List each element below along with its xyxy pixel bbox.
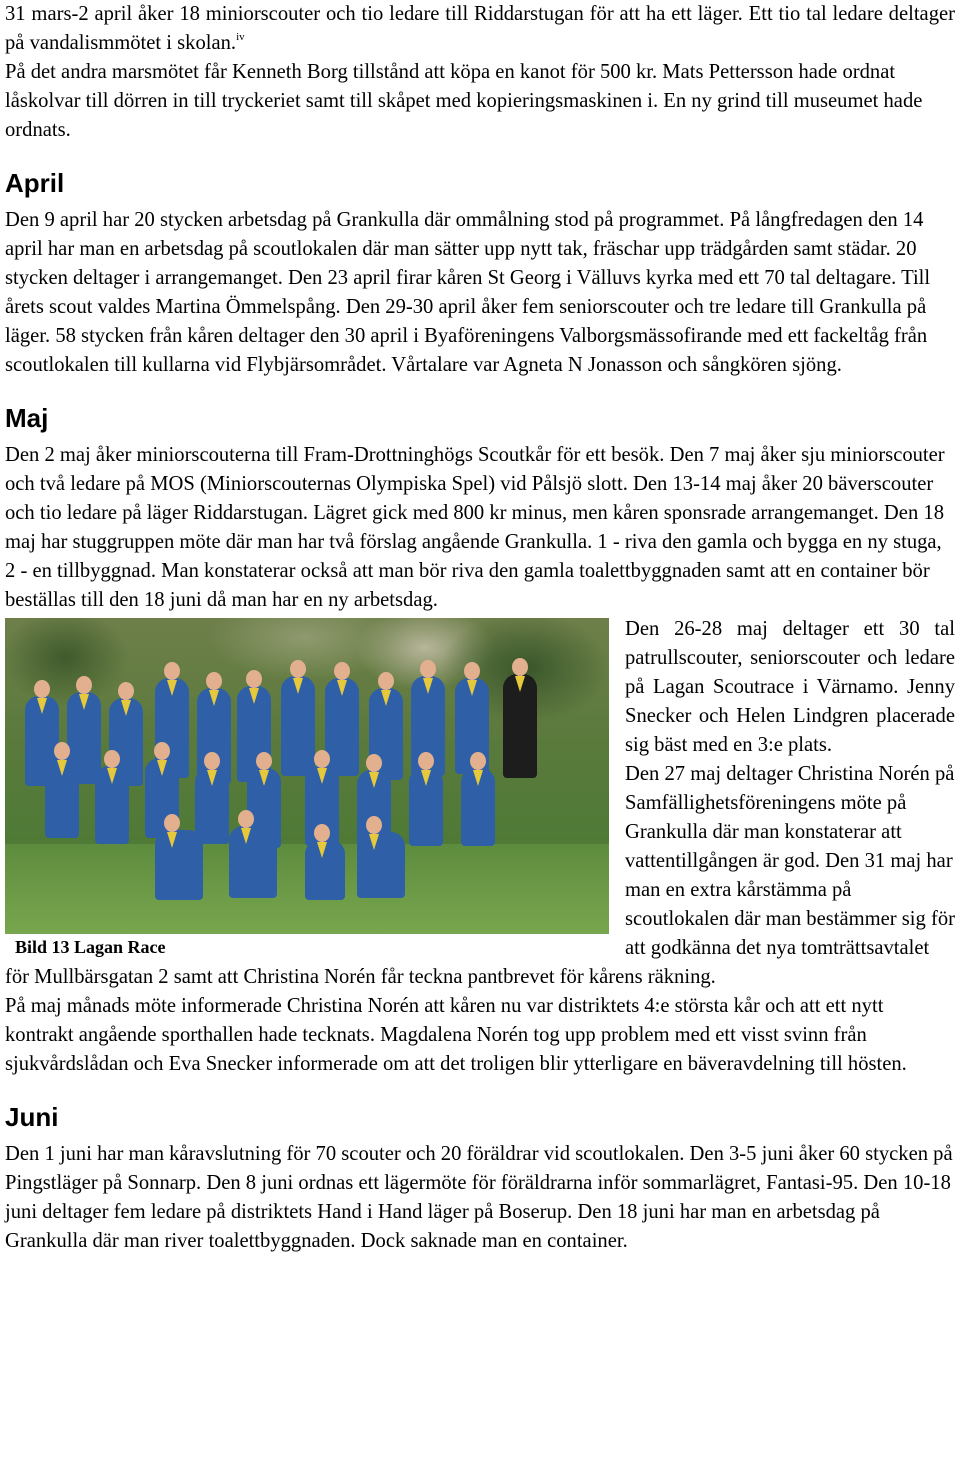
endnote-marker: iv bbox=[236, 31, 245, 43]
juni-paragraph: Den 1 juni har man kåravslutning för 70 scouter och 20 föräldrar vid scoutlokalen. Den 3-5 juni åker 60 stycken på Pingstläger på Sonnarp. Den 8 juni ordnas ett lägermöte för föräldrarna inför sommarlägret, Fantasi-95. Den 10-18 juni deltager fem ledare på distriktets Hand i Hand läger på Boserup. Den 18 juni har man en arbetsdag på Grankulla där man river toalettbyggnaden. Dock saknade man en container. bbox=[5, 1143, 953, 1252]
maj-paragraph-1: Den 2 maj åker miniorscouterna till Fram-Drottninghögs Scoutkår för ett besök. Den 7 maj åker sju miniorscouter och två ledare på MOS (Miniorscouternas Olympiska Spel) vid Pålsjö slott. Den 13-14 maj åker 20 bäverscouter och tio ledare på läger Riddarstugan. Lägret gick med 800 kr minus, men kåren sponsrade arrangemanget. Den 18 maj har stuggruppen möte där man har två förslag angående Grankulla. 1 - riva den gamla och bygga en ny stuga, 2 - en tillbyggnad. Man konstaterar också att man bör riva den gamla toalettbyggnaden samt att en container bör beställas till den 18 juni då man har en ny arbetsdag. bbox=[5, 444, 945, 611]
intro-paragraph-2: På det andra marsmötet får Kenneth Borg tillstånd att köpa en kanot för 500 kr. Mats Pettersson hade ordnat låskolvar till dörren in till tryckeriet samt till skåpet med kopieringsmaskinen i. En ny grind till museumet hade ordnats. bbox=[5, 61, 923, 141]
maj-paragraph-3: Den 27 maj deltager Christina Norén på Samfällighetsföreningens möte på Grankulla där man konstaterar att vattentillgången är god. Den 31 maj har man en extra kårstämma på scoutlokalen där man bestämmer sig för att godkänna det nya tomträttsavtalet för Mullbärsgatan 2 samt att Christina Norén får teckna pantbrevet för kårens räkning. bbox=[5, 763, 955, 988]
heading-juni: Juni bbox=[5, 1102, 59, 1132]
heading-maj: Maj bbox=[5, 403, 49, 433]
heading-april: April bbox=[5, 168, 65, 198]
group-photo bbox=[5, 618, 609, 934]
intro-paragraph-1 bbox=[5, 0, 955, 58]
intro-text-1: 31 mars-2 april åker 18 miniorscouter och tio ledare till Riddarstugan för att ha ett läger. Ett tio tal ledare deltager på vandalismmötet i skolan. bbox=[5, 3, 955, 54]
maj-paragraph-2: Den 26-28 maj deltager ett 30 tal patrullscouter, seniorscouter och ledare på Lagan Scoutrace i Värnamo. Jenny Snecker och Helen Lindgren placerade sig bäst med en 3:e plats. bbox=[625, 618, 955, 756]
maj-paragraph-4: På maj månads möte informerade Christina Norén att kåren nu var distriktets 4:e största kår och att ett nytt kontrakt angående sporthallen hade tecknats. Magdalena Norén tog upp problem med ett visst svinn från sjukvårdslådan och Eva Snecker informerade om att det troligen blir ytterligare en bäveravdelning till hösten. bbox=[5, 995, 907, 1075]
group-photo-figure bbox=[5, 618, 609, 960]
april-paragraph: Den 9 april har 20 stycken arbetsdag på Grankulla där ommålning stod på programmet. På långfredagen den 14 april har man en arbetsdag på scoutlokalen där man sätter upp nytt tak, fräschar upp trädgården samt städar. 20 stycken deltager i arrangemanget. Den 23 april firar kåren St Georg i Välluvs kyrka med ett 70 tal deltagare. Till årets scout valdes Martina Ömmelspång. Den 29-30 april åker fem seniorscouter och tre ledare till Grankulla på läger. 58 stycken från kåren deltager den 30 april i Byaföreningens Valborgsmässofirande med ett fackeltåg från scoutlokalen till kullarna vid Flybjärsområdet. Vårtalare var Agneta N Jonasson och sångkören sjöng. bbox=[5, 209, 931, 376]
photo-caption: Bild 13 Lagan Race bbox=[5, 934, 609, 960]
document-page bbox=[5, 0, 955, 1256]
